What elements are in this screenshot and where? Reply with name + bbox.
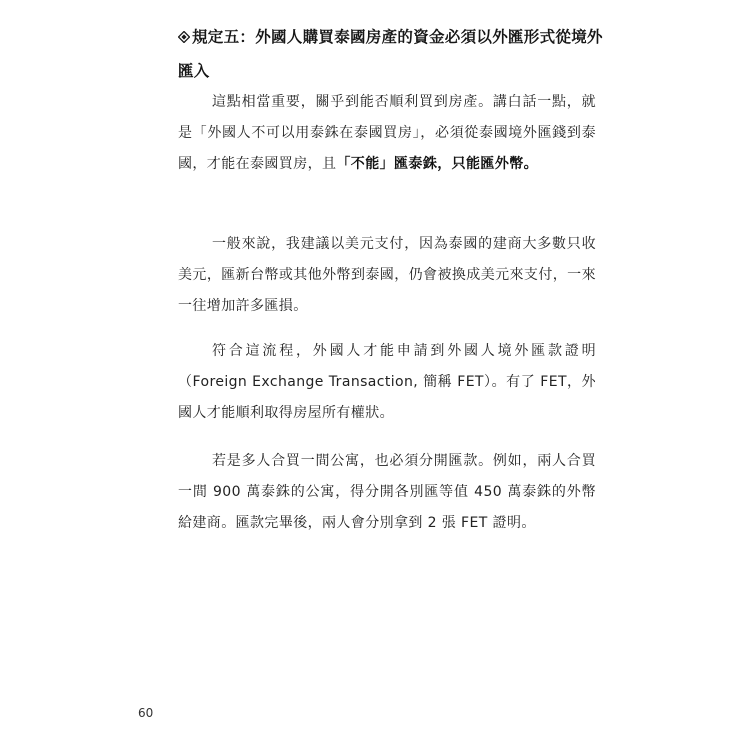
paragraph-4: 若是多人合買一間公寓，也必須分開匯款。例如，兩人合買一間 900 萬泰銖的公寓，得分開各別匯等值 450 萬泰銖的外幣給建商。匯款完畢後，兩人會分別拿到 2 張 FET 證明。 bbox=[178, 453, 596, 531]
emphasis-foreign-currency-only: 匯泰銖，只能匯外幣 bbox=[394, 156, 524, 172]
paragraph-1-body: 這點相當重要，關乎到能否順利買到房產。講白話一點，就是「外國人不可以用泰銖在泰國買房」，必須從泰國境外匯錢到泰國，才能在泰國買房，且 bbox=[178, 94, 596, 172]
section-heading bbox=[178, 20, 608, 88]
paragraph-3: 符合這流程，外國人才能申請到外國人境外匯款證明（Foreign Exchange Transaction, 簡稱 FET）。有了 FET，外國人才能順利取得房屋所有權狀。 bbox=[178, 343, 596, 421]
diamond-bullet-icon bbox=[178, 31, 190, 43]
paragraph-1-end: 。 bbox=[523, 156, 539, 172]
paragraph-2: 一般來說，我建議以美元支付，因為泰國的建商大多數只收美元，匯新台幣或其他外幣到泰國，仍會被換成美元來支付，一來一往增加許多匯損。 bbox=[178, 236, 596, 314]
section-heading-text: 規定五：外國人購買泰國房產的資金必須以外匯形式從境外匯入 bbox=[178, 28, 603, 80]
emphasis-not-allowed: 「不能」 bbox=[336, 156, 395, 172]
paragraph-1 bbox=[178, 87, 596, 180]
page-number: 60 bbox=[138, 706, 154, 720]
